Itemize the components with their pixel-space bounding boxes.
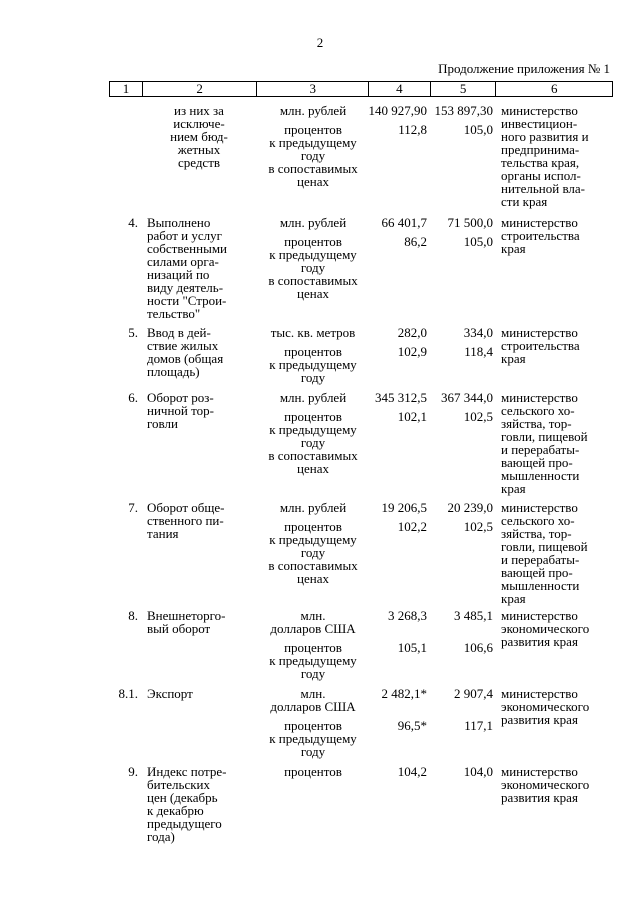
indicator-name-line: площадь) [147, 364, 200, 379]
unit-line: млн. рублей [279, 500, 347, 515]
responsible-body-line: министерство [501, 686, 578, 701]
value-column-5 [427, 216, 493, 248]
indicator-name-line: средств [177, 155, 221, 170]
value-4: 105,1 [397, 640, 427, 655]
value-4: 96,5* [397, 718, 427, 733]
value-4: 86,2 [404, 234, 427, 249]
unit-line: процентов [284, 718, 342, 733]
responsible-body-line: края [501, 481, 526, 496]
responsible-body-line: развития края [501, 790, 578, 805]
unit-line: году [300, 744, 326, 759]
unit-line: году [300, 666, 326, 681]
column-header-2: 2 [143, 82, 258, 96]
unit-of-measure [257, 326, 369, 384]
indicator-name-line: вый оборот [147, 621, 211, 636]
value-4: 102,2 [397, 519, 427, 534]
indicator-name [147, 326, 252, 378]
responsible-body-line: экономического [501, 777, 590, 792]
unit-line: тыс. кв. метров [270, 325, 356, 340]
indicator-name-line: из них за [174, 103, 224, 118]
responsible-body-line: строительства [501, 228, 580, 243]
value-5: 2 907,4 [454, 686, 493, 701]
unit-line: долларов США [270, 621, 356, 636]
responsible-body-line: развития края [501, 712, 578, 727]
value-4: 102,9 [397, 344, 427, 359]
unit-line: процентов [284, 409, 342, 424]
indicator-name-line: предыдущего [147, 816, 222, 831]
indicator-name-line: силами орга- [147, 254, 219, 269]
unit-line: к предыдущему [269, 422, 357, 437]
value-5: 106,6 [463, 640, 493, 655]
unit-line: процентов [284, 344, 342, 359]
unit-line: году [300, 435, 326, 450]
value-5: 3 485,1 [454, 608, 493, 623]
unit-of-measure [257, 687, 369, 758]
responsible-body-line: зяйства, тор- [501, 526, 572, 541]
unit-of-measure [257, 501, 369, 585]
responsible-body-line: экономического [501, 621, 590, 636]
value-4: 140 927,90 [368, 103, 427, 118]
value-5: 105,0 [463, 122, 493, 137]
unit-group [257, 609, 369, 635]
unit-line: процентов [284, 640, 342, 655]
unit-group [257, 216, 369, 229]
value-5: 334,0 [463, 325, 493, 340]
indicator-name-line: Внешнеторго- [147, 608, 226, 623]
indicator-name-line: собственными [147, 241, 227, 256]
indicator-name-line: домов (общая [147, 351, 224, 366]
indicator-name [147, 765, 252, 843]
unit-group [257, 765, 369, 778]
responsible-body-line: инвестицион- [501, 116, 578, 131]
responsible-body [501, 687, 617, 726]
row-number: 7. [128, 500, 138, 515]
indicator-name-line: цен (декабрь [147, 790, 218, 805]
responsible-body-line: строительства [501, 338, 580, 353]
responsible-body-line: говли, пищевой [501, 539, 588, 554]
column-header-4: 4 [369, 82, 431, 96]
value-column-5 [427, 326, 493, 358]
value-4: 3 268,3 [388, 608, 427, 623]
responsible-body-line: вающей про- [501, 455, 573, 470]
unit-line: ценах [297, 571, 329, 586]
responsible-body-line: края [501, 351, 526, 366]
unit-group [257, 719, 369, 758]
indicator-name [147, 687, 252, 700]
unit-line: млн. рублей [279, 215, 347, 230]
responsible-body-line: предпринима- [501, 142, 580, 157]
responsible-body-line: тельства края, [501, 155, 580, 170]
responsible-body [501, 765, 617, 804]
indicator-name-line: бительских [147, 777, 210, 792]
unit-group [257, 641, 369, 680]
indicator-name-line: Экспорт [147, 686, 193, 701]
indicator-name-line: виду деятель- [147, 280, 224, 295]
indicator-name [147, 391, 252, 430]
unit-line: ценах [297, 174, 329, 189]
value-5: 102,5 [463, 519, 493, 534]
indicator-name-line: исключе- [173, 116, 225, 131]
indicator-name [147, 501, 252, 540]
value-4: 104,2 [397, 764, 427, 779]
unit-group [257, 410, 369, 475]
responsible-body-line: министерство [501, 103, 578, 118]
unit-of-measure [257, 609, 369, 680]
indicator-name [147, 609, 252, 635]
column-header-1: 1 [110, 82, 143, 96]
unit-group [257, 501, 369, 514]
responsible-body-line: края [501, 241, 526, 256]
row-number: 4. [128, 215, 138, 230]
unit-group [257, 235, 369, 300]
indicator-name-line: нием бюд- [170, 129, 228, 144]
responsible-body-line: министерство [501, 500, 578, 515]
unit-line: в сопоставимых [268, 161, 358, 176]
column-header-6: 6 [550, 81, 558, 96]
responsible-body [501, 609, 617, 648]
value-4: 66 401,7 [381, 215, 427, 230]
value-4: 102,1 [397, 409, 427, 424]
unit-line: к предыдущему [269, 135, 357, 150]
indicator-name-line: к декабрю [147, 803, 204, 818]
indicator-name-line: Индекс потре- [147, 764, 227, 779]
responsible-body-line: зяйства, тор- [501, 416, 572, 431]
responsible-body-line: говли, пищевой [501, 429, 588, 444]
unit-group [257, 326, 369, 339]
unit-line: в сопоставимых [268, 558, 358, 573]
indicator-name-line: низаций по [147, 267, 210, 282]
row-number: 5. [128, 325, 138, 340]
value-4: 282,0 [397, 325, 427, 340]
row-number: 6. [128, 390, 138, 405]
unit-line: году [300, 260, 326, 275]
unit-line: процентов [284, 122, 342, 137]
unit-line: млн. рублей [279, 390, 347, 405]
responsible-body-line: ного развития и [501, 129, 589, 144]
unit-group [257, 391, 369, 404]
unit-line: году [300, 370, 326, 385]
unit-of-measure [257, 765, 369, 778]
unit-line: долларов США [270, 699, 356, 714]
row-number: 8. [128, 608, 138, 623]
responsible-body-line: органы испол- [501, 168, 581, 183]
value-4: 19 206,5 [381, 500, 427, 515]
responsible-body [501, 216, 617, 255]
value-column-5 [427, 687, 493, 732]
value-5: 20 239,0 [447, 500, 493, 515]
responsible-body-line: сельского хо- [501, 403, 575, 418]
responsible-body-line: мышленности [501, 468, 580, 483]
value-column-4 [355, 326, 427, 358]
value-5: 105,0 [463, 234, 493, 249]
unit-line: ценах [297, 461, 329, 476]
responsible-body-line: экономического [501, 699, 590, 714]
responsible-body [501, 501, 617, 605]
responsible-body-line: развития края [501, 634, 578, 649]
responsible-body [501, 391, 617, 495]
value-column-4 [355, 501, 427, 533]
unit-line: процентов [284, 519, 342, 534]
value-5: 71 500,0 [447, 215, 493, 230]
value-5: 104,0 [463, 764, 493, 779]
unit-line: процентов [284, 234, 342, 249]
unit-of-measure [257, 391, 369, 475]
value-column-4 [355, 216, 427, 248]
value-5: 102,5 [463, 409, 493, 424]
indicator-name-line: ничной тор- [147, 403, 214, 418]
unit-group [257, 104, 369, 117]
value-4: 112,8 [398, 122, 427, 137]
responsible-body-line: министерство [501, 325, 578, 340]
column-header-3: 3 [257, 82, 369, 96]
indicator-name-line: Ввод в дей- [147, 325, 211, 340]
value-5: 367 344,0 [441, 390, 493, 405]
value-5: 118,4 [464, 344, 493, 359]
unit-group [257, 345, 369, 384]
responsible-body-line: мышленности [501, 578, 580, 593]
column-header-5: 5 [431, 82, 497, 96]
responsible-body-line: министерство [501, 390, 578, 405]
indicator-name-line: Оборот обще- [147, 500, 225, 515]
row-number: 9. [128, 764, 138, 779]
responsible-body-line: министерство [501, 215, 578, 230]
value-column-5 [427, 609, 493, 654]
indicator-name-line: ственного пи- [147, 513, 224, 528]
value-4: 345 312,5 [375, 390, 427, 405]
unit-line: в сопоставимых [268, 448, 358, 463]
value-column-5 [427, 765, 493, 778]
unit-line: млн. [300, 686, 326, 701]
value-column-4 [355, 104, 427, 136]
unit-line: ценах [297, 286, 329, 301]
value-column-5 [427, 391, 493, 423]
indicator-name [149, 104, 249, 169]
value-5: 117,1 [464, 718, 493, 733]
responsible-body-line: сти края [501, 194, 548, 209]
responsible-body [501, 104, 617, 208]
unit-line: к предыдущему [269, 357, 357, 372]
value-column-4 [355, 609, 427, 654]
responsible-body-line: края [501, 591, 526, 606]
value-column-4 [355, 687, 427, 732]
indicator-name-line: Выполнено [147, 215, 211, 230]
unit-line: к предыдущему [269, 532, 357, 547]
unit-line: процентов [284, 764, 342, 779]
table-header-row [109, 81, 613, 97]
unit-line: млн. рублей [279, 103, 347, 118]
indicator-name-line: ствие жилых [147, 338, 219, 353]
value-4: 2 482,1* [381, 686, 427, 701]
responsible-body-line: сельского хо- [501, 513, 575, 528]
value-column-5 [427, 104, 493, 136]
unit-group [257, 520, 369, 585]
appendix-continuation-label: Продолжение приложения № 1 [438, 61, 610, 76]
indicator-name-line: года) [147, 829, 175, 844]
unit-line: к предыдущему [269, 247, 357, 262]
value-column-4 [355, 765, 427, 778]
indicator-name-line: ности "Строи- [147, 293, 227, 308]
indicator-name-line: Оборот роз- [147, 390, 214, 405]
responsible-body [501, 326, 617, 365]
responsible-body-line: и перерабаты- [501, 552, 580, 567]
unit-group [257, 687, 369, 713]
unit-line: году [300, 148, 326, 163]
indicator-name-line: тельство" [147, 306, 201, 321]
indicator-name-line: жетных [177, 142, 221, 157]
unit-line: году [300, 545, 326, 560]
unit-line: млн. [300, 608, 326, 623]
unit-of-measure [257, 216, 369, 300]
responsible-body-line: нительной вла- [501, 181, 585, 196]
unit-of-measure [257, 104, 369, 188]
unit-line: к предыдущему [269, 653, 357, 668]
value-column-4 [355, 391, 427, 423]
unit-line: в сопоставимых [268, 273, 358, 288]
row-number: 8.1. [118, 686, 138, 701]
indicator-name-line: тания [147, 526, 179, 541]
responsible-body-line: министерство [501, 764, 578, 779]
responsible-body-line: министерство [501, 608, 578, 623]
responsible-body-line: и перерабаты- [501, 442, 580, 457]
indicator-name-line: говли [147, 416, 178, 431]
indicator-name-line: работ и услуг [147, 228, 222, 243]
value-5: 153 897,30 [434, 103, 493, 118]
responsible-body-line: вающей про- [501, 565, 573, 580]
indicator-name [147, 216, 252, 320]
unit-group [257, 123, 369, 188]
page-number: 2 [316, 35, 324, 50]
value-column-5 [427, 501, 493, 533]
unit-line: к предыдущему [269, 731, 357, 746]
